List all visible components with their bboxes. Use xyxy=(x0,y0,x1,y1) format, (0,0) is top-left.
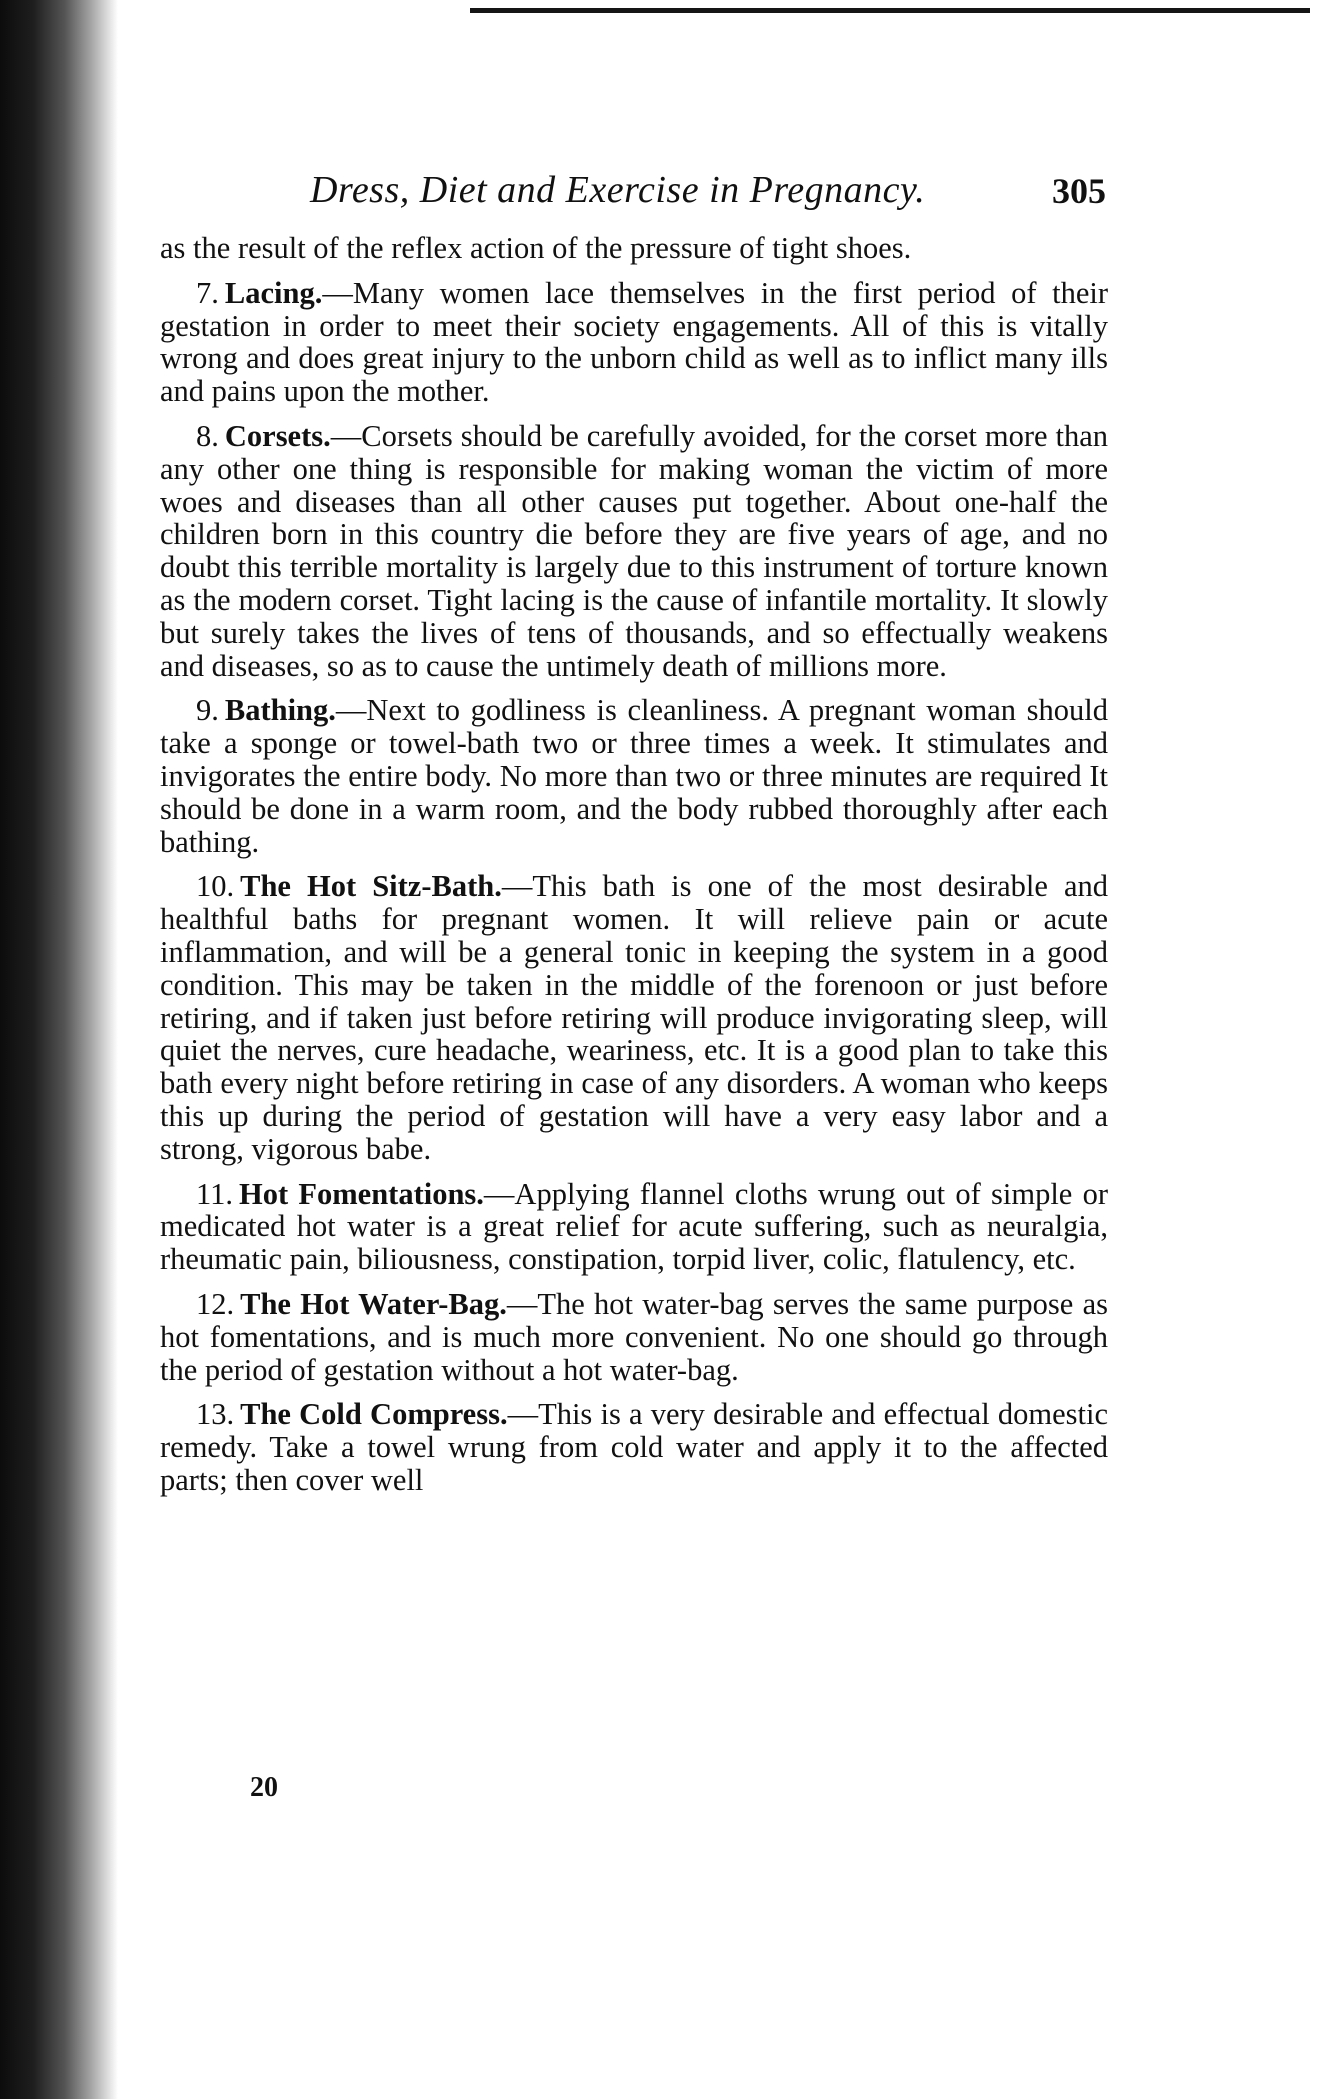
section-number: 8. xyxy=(196,418,219,453)
section-number: 9. xyxy=(196,693,219,728)
section-9 xyxy=(160,694,1108,858)
section-text: —Corsets should be carefully avoided, for the corset more than any other one thing is responsible for making woman the victim of more woes and diseases than all other causes put together. About one-half the children born in this country die before they are five years of age, and no doubt this terrible mortality is largely due to this instrument of torture known as the modern corset. Tight lacing is the cause of infantile mortality. It slowly but surely takes the lives of tens of thousands, and so effectually weakens and diseases, so as to cause the untimely death of millions more. xyxy=(160,418,1108,683)
section-text: —Next to godliness is cleanliness. A pregnant woman should take a sponge or towel-bath two or three times a week. It stimulates and invigorates the entire body. No more than two or three minutes are required It should be done in a warm room, and the body rubbed thoroughly after each bathing. xyxy=(160,693,1108,859)
top-rule xyxy=(470,8,1310,13)
section-text: —This is a very desirable and effectual domestic remedy. Take a towel wrung from cold water and apply it to the affected parts; then cover well xyxy=(160,1397,1108,1497)
signature-mark: 20 xyxy=(250,1772,278,1803)
section-heading: Corsets. xyxy=(224,418,331,453)
section-text: —Applying flannel cloths wrung out of simple or medicated hot water is a great relief for acute suffering, such as neuralgia, rheumatic pain, biliousness, constipation, torpid liver, colic, flatulency, etc. xyxy=(160,1176,1108,1277)
running-title: Dress, Diet and Exercise in Pregnancy. xyxy=(310,169,926,211)
section-number: 7. xyxy=(196,275,219,310)
page-header xyxy=(160,168,1150,218)
section-text: —The hot water-bag serves the same purpose as hot fomentations, and is much more convenient. No one should go through the period of gestation without a hot water-bag. xyxy=(160,1286,1108,1387)
section-heading: The Hot Sitz-Bath. xyxy=(240,869,502,904)
section-number: 13. xyxy=(196,1397,235,1432)
section-13 xyxy=(160,1398,1108,1496)
section-heading: The Cold Compress. xyxy=(240,1397,508,1432)
section-heading: Hot Fomentations. xyxy=(239,1176,484,1211)
section-12 xyxy=(160,1288,1108,1386)
page-number: 305 xyxy=(1052,171,1106,211)
section-7 xyxy=(160,277,1108,408)
section-heading: Lacing. xyxy=(224,275,323,310)
book-binding-edge xyxy=(0,0,118,2099)
section-text: —Many women lace themselves in the first period of their gestation in order to meet their society engagements. All of this is vitally wrong and does great injury to the unborn child as well as to inflict many ills and pains upon the mother. xyxy=(160,275,1108,409)
body-text xyxy=(160,232,1108,1497)
section-text: —This bath is one of the most desirable and healthful baths for pregnant women. It will relieve pain or acute inflammation, and will be a general tonic in keeping the system in a good condition. This may be taken in the middle of the forenoon or just before retiring, and if taken just before retiring will produce invigorating sleep, will quiet the nerves, cure headache, weariness, etc. It is a good plan to take this bath every night before retiring in case of any disorders. A woman who keeps this up during the period of gestation will have a very easy labor and a strong, vigorous babe. xyxy=(160,869,1108,1166)
opening-paragraph: as the result of the reflex action of the pressure of tight shoes. xyxy=(160,231,912,265)
section-number: 10. xyxy=(196,869,235,904)
section-heading: Bathing. xyxy=(224,693,336,728)
section-heading: The Hot Water-Bag. xyxy=(240,1286,507,1321)
section-10 xyxy=(160,870,1108,1165)
section-11 xyxy=(160,1178,1108,1276)
section-8 xyxy=(160,420,1108,682)
section-number: 12. xyxy=(196,1286,235,1321)
section-number: 11. xyxy=(196,1176,233,1211)
